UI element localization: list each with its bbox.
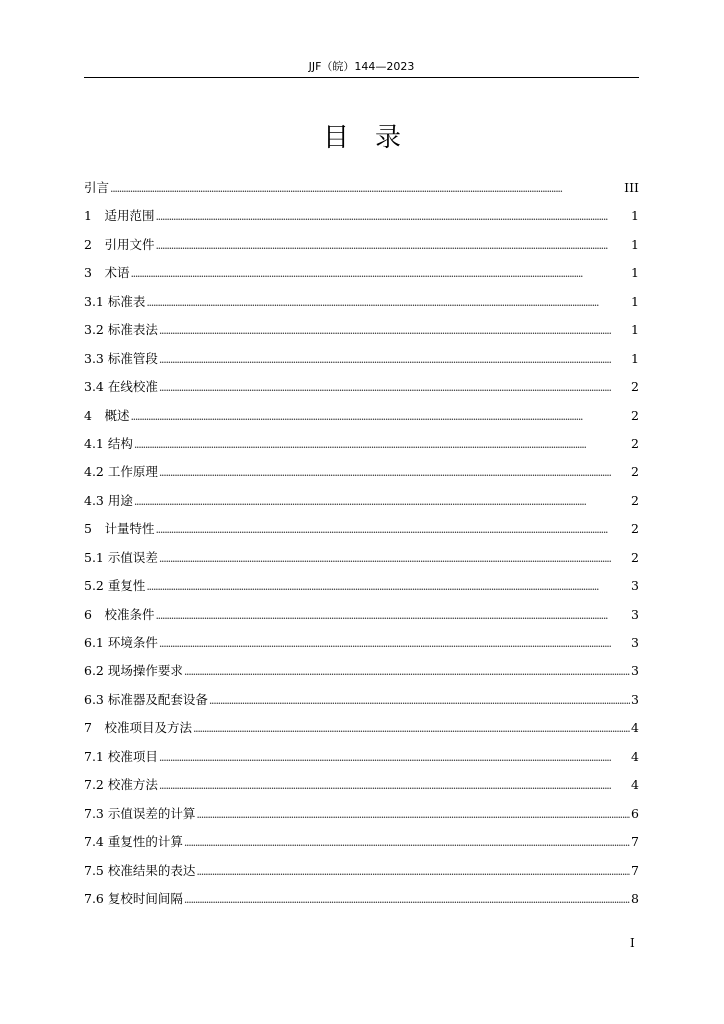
dot-leader bbox=[146, 580, 630, 593]
dot-leader bbox=[134, 438, 630, 451]
toc-entry-page-number: 6 bbox=[631, 805, 639, 821]
dot-leader bbox=[155, 239, 630, 252]
toc-entry-page-number: 2 bbox=[631, 521, 639, 537]
table-of-contents bbox=[84, 178, 639, 917]
dot-leader bbox=[184, 893, 630, 906]
dot-leader bbox=[196, 808, 630, 821]
dot-leader bbox=[159, 381, 630, 394]
dot-leader bbox=[159, 324, 630, 337]
toc-entry[interactable] bbox=[84, 349, 639, 377]
dot-leader bbox=[110, 182, 623, 195]
dot-leader bbox=[159, 353, 630, 366]
toc-entry-page-number: III bbox=[624, 180, 639, 195]
toc-entry-label: 3.2 标准表法 bbox=[84, 322, 158, 338]
dot-leader bbox=[184, 836, 630, 849]
toc-entry[interactable] bbox=[84, 576, 639, 604]
dot-leader bbox=[209, 694, 630, 707]
toc-entry-label: 6.1 环境条件 bbox=[84, 635, 158, 650]
toc-entry-page-number: 2 bbox=[631, 407, 639, 423]
toc-entry-page-number: 7 bbox=[631, 834, 639, 850]
toc-entry-page-number: 1 bbox=[631, 293, 639, 309]
toc-entry-label: 引言 bbox=[84, 180, 110, 195]
toc-entry[interactable] bbox=[84, 633, 639, 661]
toc-entry[interactable] bbox=[84, 491, 639, 519]
toc-entry-label: 7.6 复校时间间隔 bbox=[84, 890, 183, 906]
toc-entry-page-number: 2 bbox=[631, 379, 639, 395]
dot-leader bbox=[130, 410, 630, 423]
toc-entry[interactable] bbox=[84, 861, 639, 889]
toc-entry-page-number: 4 bbox=[631, 748, 639, 764]
toc-entry-page-number: 4 bbox=[631, 720, 639, 736]
toc-entry-label: 3.1 标准表 bbox=[84, 293, 146, 309]
dot-leader bbox=[146, 296, 630, 309]
toc-entry-label: 5 计量特性 bbox=[84, 521, 155, 537]
toc-entry-label: 3.4 在线校准 bbox=[84, 379, 158, 395]
toc-entry-label: 2 引用文件 bbox=[84, 236, 155, 252]
dot-leader bbox=[159, 637, 630, 650]
toc-entry-page-number: 2 bbox=[631, 464, 639, 480]
toc-entry-page-number: 3 bbox=[631, 691, 639, 707]
toc-entry-page-number: 7 bbox=[631, 862, 639, 878]
toc-entry-page-number: 1 bbox=[631, 322, 639, 338]
toc-entry-label: 4.2 工作原理 bbox=[84, 464, 158, 480]
dot-leader bbox=[155, 523, 630, 536]
toc-entry-label: 4.1 结构 bbox=[84, 435, 133, 451]
toc-entry-label: 6.2 现场操作要求 bbox=[84, 663, 183, 679]
toc-entry[interactable] bbox=[84, 462, 639, 490]
toc-entry-page-number: 3 bbox=[631, 578, 639, 594]
document-code-header: JJF（皖）144—2023 bbox=[308, 60, 415, 73]
toc-entry[interactable] bbox=[84, 605, 639, 633]
toc-entry[interactable] bbox=[84, 775, 639, 803]
toc-entry-label: 7.3 示值误差的计算 bbox=[84, 805, 196, 821]
toc-entry-label: 3 术语 bbox=[84, 265, 130, 281]
toc-entry-page-number: 3 bbox=[631, 635, 639, 650]
toc-entry[interactable] bbox=[84, 377, 639, 405]
toc-entry-page-number: 1 bbox=[631, 236, 639, 252]
toc-entry-label: 6.3 标准器及配套设备 bbox=[84, 691, 208, 707]
toc-entry-page-number: 2 bbox=[631, 435, 639, 451]
toc-entry[interactable] bbox=[84, 747, 639, 775]
toc-entry-label: 7.5 校准结果的表达 bbox=[84, 862, 196, 878]
toc-entry[interactable] bbox=[84, 690, 639, 718]
toc-entry-label: 5.1 示值误差 bbox=[84, 549, 158, 565]
toc-entry-label: 6 校准条件 bbox=[84, 606, 155, 622]
dot-leader bbox=[134, 495, 630, 508]
dot-leader bbox=[159, 466, 630, 479]
toc-entry[interactable] bbox=[84, 292, 639, 320]
toc-entry-page-number: 2 bbox=[631, 549, 639, 565]
dot-leader bbox=[155, 609, 630, 622]
dot-leader bbox=[159, 779, 630, 792]
toc-entry[interactable] bbox=[84, 832, 639, 860]
toc-entry[interactable] bbox=[84, 434, 639, 462]
dot-leader bbox=[159, 751, 630, 764]
dot-leader bbox=[196, 865, 630, 878]
toc-entry[interactable] bbox=[84, 206, 639, 234]
toc-entry[interactable] bbox=[84, 178, 639, 206]
toc-entry[interactable] bbox=[84, 320, 639, 348]
toc-entry[interactable] bbox=[84, 548, 639, 576]
toc-entry-label: 1 适用范围 bbox=[84, 208, 155, 224]
page-number: I bbox=[630, 936, 635, 950]
toc-entry-label: 7.2 校准方法 bbox=[84, 777, 158, 793]
toc-entry-page-number: 3 bbox=[631, 663, 639, 679]
toc-entry[interactable] bbox=[84, 661, 639, 689]
toc-entry[interactable] bbox=[84, 263, 639, 291]
toc-entry[interactable] bbox=[84, 235, 639, 263]
toc-entry[interactable] bbox=[84, 804, 639, 832]
dot-leader bbox=[130, 267, 630, 280]
toc-entry-label: 7.1 校准项目 bbox=[84, 748, 158, 764]
dot-leader bbox=[193, 722, 630, 735]
dot-leader bbox=[159, 552, 630, 565]
toc-entry-label: 4 概述 bbox=[84, 407, 130, 423]
toc-entry[interactable] bbox=[84, 889, 639, 917]
toc-entry-page-number: 4 bbox=[631, 777, 639, 793]
toc-entry-page-number: 8 bbox=[631, 890, 639, 906]
toc-entry[interactable] bbox=[84, 718, 639, 746]
page-title: 目录 bbox=[322, 123, 427, 153]
toc-entry-label: 3.3 标准管段 bbox=[84, 350, 158, 366]
toc-entry-label: 7.4 重复性的计算 bbox=[84, 834, 183, 850]
toc-entry-page-number: 3 bbox=[631, 606, 639, 622]
toc-entry-page-number: 1 bbox=[631, 265, 639, 281]
toc-entry-label: 4.3 用途 bbox=[84, 492, 133, 508]
toc-entry-page-number: 1 bbox=[631, 208, 639, 224]
header-divider bbox=[84, 77, 639, 78]
toc-entry[interactable] bbox=[84, 406, 639, 434]
toc-entry[interactable] bbox=[84, 519, 639, 547]
toc-entry-label: 7 校准项目及方法 bbox=[84, 720, 192, 736]
toc-entry-page-number: 1 bbox=[631, 350, 639, 366]
dot-leader bbox=[155, 210, 630, 223]
dot-leader bbox=[184, 665, 630, 678]
toc-entry-label: 5.2 重复性 bbox=[84, 578, 146, 594]
toc-entry-page-number: 2 bbox=[631, 492, 639, 508]
